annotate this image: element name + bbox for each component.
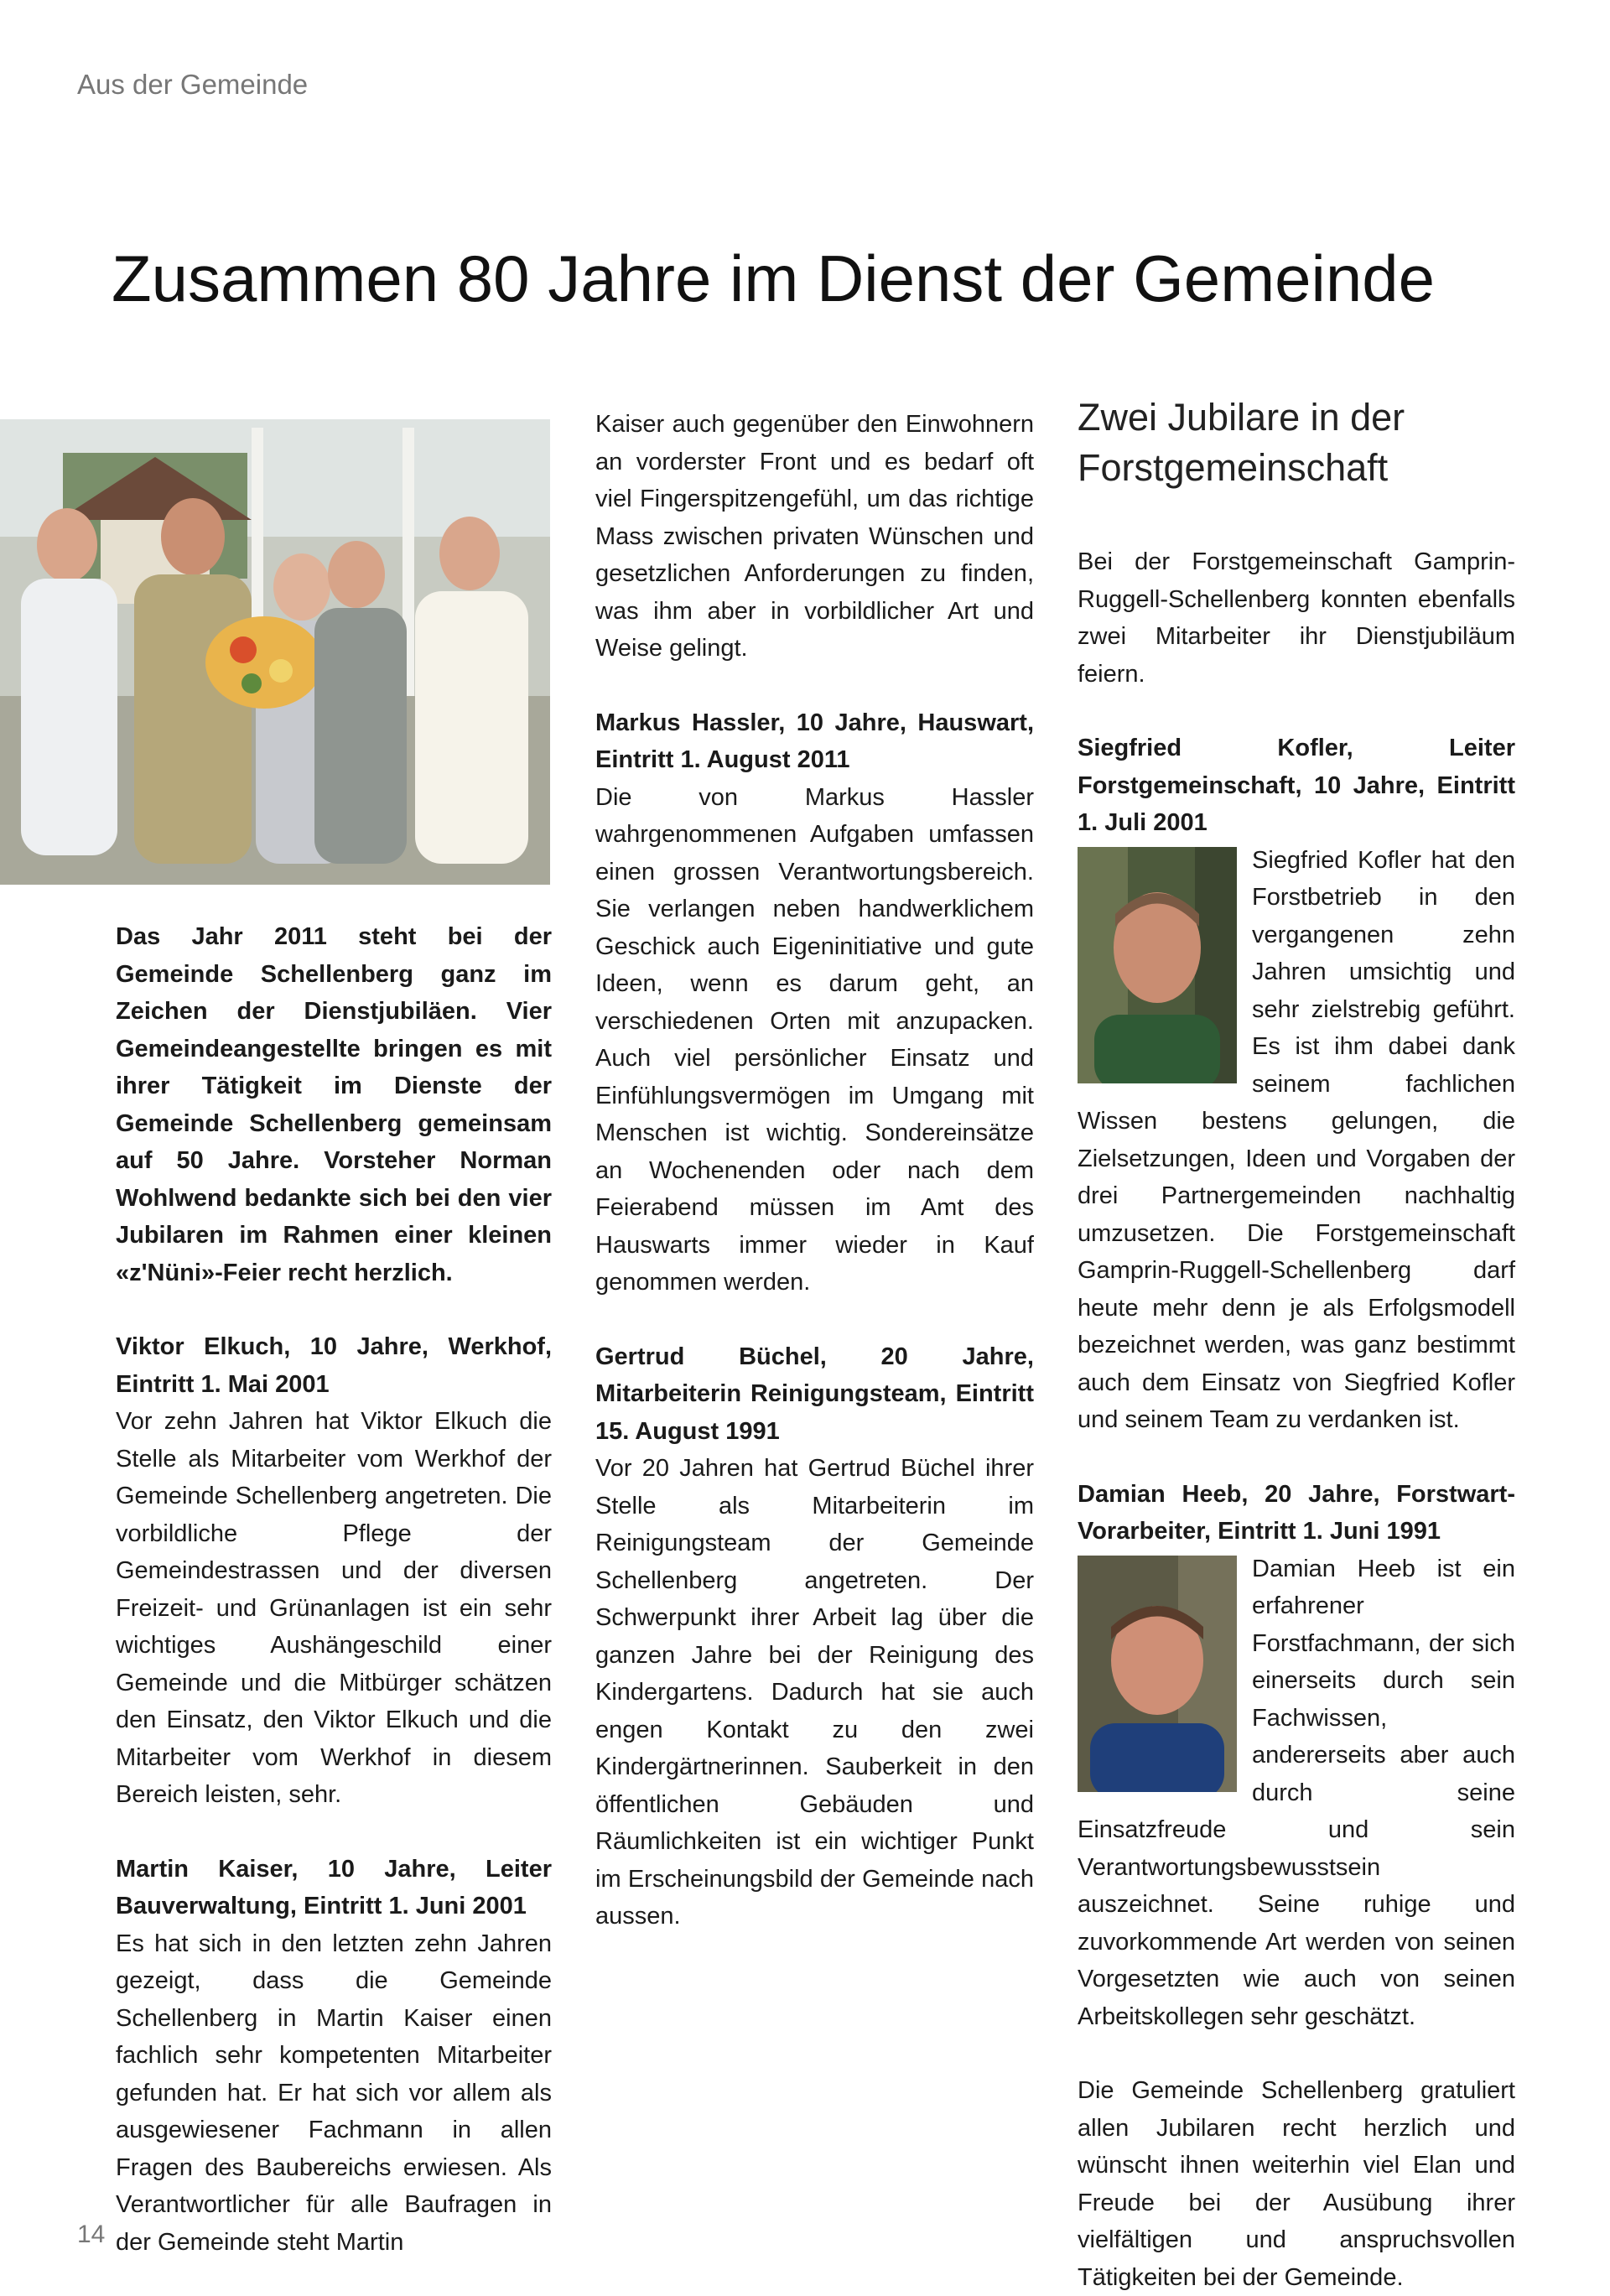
intro-paragraph: Das Jahr 2011 steht bei der Gemeinde Schellenberg ganz im Zeichen der Dienstjubiläen. Vier Gemeindeangestellte bringen es mit ihrer Tätigkeit im Dienste der Gemeinde Schellenberg gemeinsam auf 50 Jahre. Vorsteher Norman Wohlwend bedankte sich bei den vier Jubilaren im Rahmen einer kleinen «z'Nüni»-Feier recht herzlich. [116, 923, 552, 1286]
martin-body: Es hat sich in den letzten zehn Jahren gezeigt, dass die Gemeinde Schellenberg in Martin Kaiser einen fachlich sehr kompetenten Mitarbeiter gefunden hat. Er hat sich vor allem als ausgewiesener Fachmann in allen Fragen des Baubereichs erwiesen. Als Verantwortlicher für alle Baufragen in der Gemeinde steht Martin [116, 1930, 552, 2256]
martin-continued: Kaiser auch gegenüber den Einwohnern an vorderster Front und es bedarf oft viel Fingerspitzengefühl, um das richtige Mass zwischen privaten Wünschen und gesetzlichen Anforderungen zu finden, was ihm aber in vorbildlicher Art und Weise gelingt. [595, 411, 1034, 662]
column-2 [595, 406, 1034, 1935]
group-photo [0, 419, 550, 885]
forst-heading: Zwei Jubilare in der Forstgemeinschaft [1078, 396, 1405, 489]
damian-body: Damian Heeb ist ein erfahrener Forstfachmann, der sich einerseits durch sein Fachwissen, andererseits aber auch durch seine Einsatzfreude und sein Verantwortungsbewusstsein auszeichnet. Seine ruhige und zuvorkommende Art werden von seinen Vorgesetzten wie auch von seinen Arbeitskollegen sehr geschätzt. [1078, 1555, 1515, 2030]
damian-heading-block [1078, 1476, 1515, 1551]
martin-heading: Martin Kaiser, 10 Jahre, Leiter Bauverwaltung, Eintritt 1. Juni 2001 [116, 1855, 552, 1919]
damian-section [1078, 1551, 1515, 2036]
viktor-section [116, 1328, 552, 1814]
gertrud-heading: Gertrud Büchel, 20 Jahre, Mitarbeiterin Reinigungsteam, Eintritt 15. August 1991 [595, 1343, 1034, 1445]
martin-section [116, 1851, 552, 2262]
siegfried-photo [1078, 847, 1237, 1083]
page-title: Zusammen 80 Jahre im Dienst der Gemeinde [112, 242, 1436, 315]
viktor-heading: Viktor Elkuch, 10 Jahre, Werkhof, Eintritt 1. Mai 2001 [116, 1333, 552, 1398]
markus-section [595, 704, 1034, 1301]
section-label: Aus der Gemeinde [77, 69, 309, 100]
damian-heading: Damian Heeb, 20 Jahre, Forstwart-Vorarbeiter, Eintritt 1. Juni 1991 [1078, 1480, 1515, 1545]
gertrud-body: Vor 20 Jahren hat Gertrud Büchel ihrer Stelle als Mitarbeiterin im Reinigungsteam der Gemeinde Schellenberg angetreten. Der Schwerpunkt ihrer Arbeit lag über die ganzen Jahre bei der Reinigung des Kindergartens. Dadurch hat sie auch engen Kontakt zu den zwei Kindergärtnerinnen. Sauberkeit in den öffentlichen Gebäuden und Räumlichkeiten ist ein wichtiger Punkt im Erscheinungsbild der Gemeinde nach aussen. [595, 1455, 1034, 1930]
column-1 [116, 918, 552, 2261]
markus-body: Die von Markus Hassler wahrgenommenen Aufgaben umfassen einen grossen Verantwortungsbereich. Sie verlangen neben handwerklichem Geschick auch Eigeninitiative und gute Ideen, wenn es darum geht, an verschiedenen Orten mit anzupacken. Auch viel persönlicher Einsatz und Einfühlungsvermögen im Umgang mit Menschen ist wichtig. Sondereinsätze an Wochenenden oder nach dem Feierabend müssen im Amt des Hauswarts immer wieder in Kauf genommen werden. [595, 783, 1034, 1296]
siegfried-heading-block [1078, 730, 1515, 842]
markus-heading: Markus Hassler, 10 Jahre, Hauswart, Eintritt 1. August 2011 [595, 709, 1034, 773]
viktor-body: Vor zehn Jahren hat Viktor Elkuch die Stelle als Mitarbeiter vom Werkhof der Gemeinde Schellenberg angetreten. Die vorbildliche Pflege der Gemeindestrassen und der diversen Freizeit- und Grünanlagen ist ein sehr wichtiges Aushängeschild einer Gemeinde und die Mitbürger schätzen den Einsatz, den Viktor Elkuch und die Mitarbeiter vom Werkhof in diesem Bereich leisten, sehr. [116, 1408, 552, 1808]
damian-portrait [1078, 1556, 1237, 1792]
siegfried-body: Siegfried Kofler hat den Forstbetrieb in den vergangenen zehn Jahren umsichtig und sehr zielstrebig geführt. Es ist ihm dabei dank seinem fachlichen Wissen bestens gelungen, die Zielsetzungen, Ideen und Vorgaben der drei Partnergemeinden nachhaltig umzusetzen. Die Forstgemeinschaft Gamprin-Ruggell-Schellenberg darf heute mehr denn je als Erfolgsmodell bezeichnet werden, was ganz bestimmt auch dem Einsatz von Siegfried Kofler und seinem Team zu verdanken ist. [1078, 846, 1515, 1433]
closing-paragraph: Die Gemeinde Schellenberg gratuliert allen Jubilaren recht herzlich und wünscht ihnen weiterhin viel Elan und Freude bei der Ausübung ihrer vielfältigen und anspruchsvollen Tätigkeiten bei der Gemeinde. [1078, 2077, 1515, 2291]
siegfried-portrait [1078, 847, 1237, 1083]
siegfried-heading: Siegfried Kofler, Leiter Forstgemeinschaft, 10 Jahre, Eintritt 1. Juli 2001 [1078, 735, 1515, 836]
column-3 [1078, 543, 1515, 2296]
group-photo-image [0, 419, 550, 885]
siegfried-section [1078, 842, 1515, 1439]
damian-photo [1078, 1556, 1237, 1792]
gertrud-section [595, 1338, 1034, 1935]
page-number: 14 [77, 2221, 106, 2248]
forst-intro: Bei der Forstgemeinschaft Gamprin-Ruggell-Schellenberg konnten ebenfalls zwei Mitarbeiter ihr Dienstjubiläum feiern. [1078, 548, 1515, 688]
